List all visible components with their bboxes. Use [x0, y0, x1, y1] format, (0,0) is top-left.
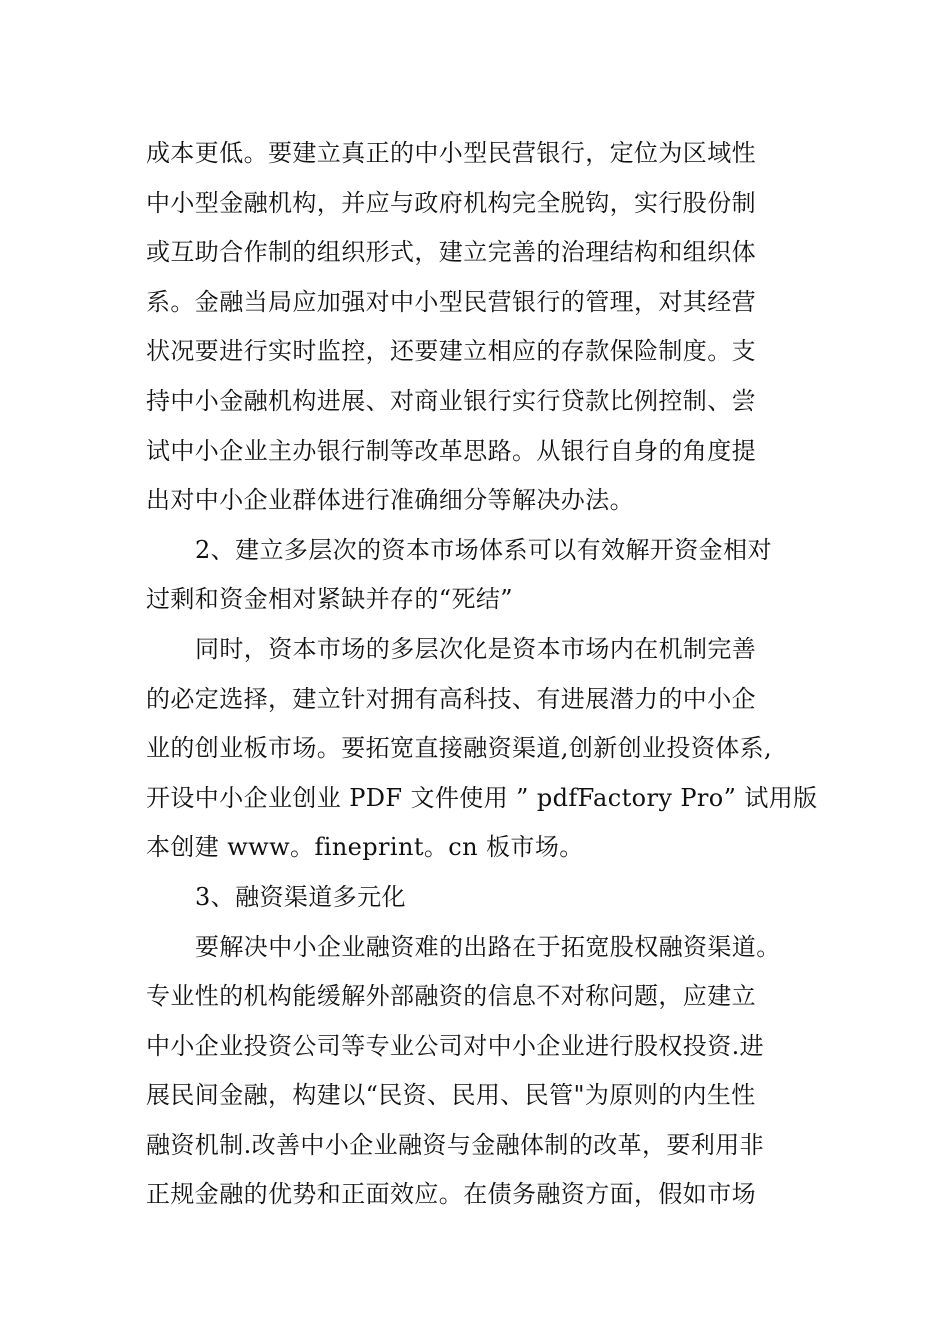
text-line: 出对中小企业群体进行准确细分等解决办法。	[146, 486, 634, 515]
paragraph-start: 要解决中小企业融资难的出路在于拓宽股权融资渠道。	[195, 932, 781, 961]
section-heading: 2、建立多层次的资本市场体系可以有效解开资金相对	[195, 535, 772, 564]
text-line: 展民间金融，构建以“民资、民用、民管"为原则的内生性	[146, 1081, 756, 1110]
text-line: 专业性的机构能缓解外部融资的信息不对称问题，应建立	[146, 982, 756, 1011]
text-line: 中小型金融机构，并应与政府机构完全脱钩，实行股份制	[146, 188, 756, 217]
section-heading-continued: 过剩和资金相对紧缺并存的“死结”	[146, 585, 513, 614]
text-line: 业的创业板市场。要拓宽直接融资渠道,创新创业投资体系,	[146, 734, 773, 763]
text-line: 持中小金融机构进展、对商业银行实行贷款比例控制、尝	[146, 386, 756, 415]
watermark-line: 开设中小企业创业 PDF 文件使用 ” pdfFactory Pro” 试用版	[146, 783, 818, 812]
document-page	[146, 129, 826, 1220]
watermark-line: 本创建 www。fineprint。cn 板市场。	[146, 833, 584, 862]
text-line: 系。金融当局应加强对中小型民营银行的管理，对其经营	[146, 287, 756, 316]
text-line: 中小企业投资公司等专业公司对中小企业进行股权投资.进	[146, 1031, 765, 1060]
section-heading: 3、融资渠道多元化	[195, 882, 406, 911]
text-line: 或互助合作制的组织形式，建立完善的治理结构和组织体	[146, 238, 756, 267]
text-line: 成本更低。要建立真正的中小型民营银行，定位为区域性	[146, 139, 756, 167]
text-line: 融资机制.改善中小企业融资与金融体制的改革，要利用非	[146, 1130, 765, 1159]
paragraph-start: 同时，资本市场的多层次化是资本市场内在机制完善	[195, 634, 757, 663]
text-line: 状况要进行实时监控，还要建立相应的存款保险制度。支	[146, 337, 756, 366]
text-line: 的必定选择，建立针对拥有高科技、有进展潜力的中小企	[146, 684, 756, 713]
text-line: 正规金融的优势和正面效应。在债务融资方面，假如市场	[146, 1180, 756, 1209]
text-line: 试中小企业主办银行制等改革思路。从银行自身的角度提	[146, 436, 756, 465]
